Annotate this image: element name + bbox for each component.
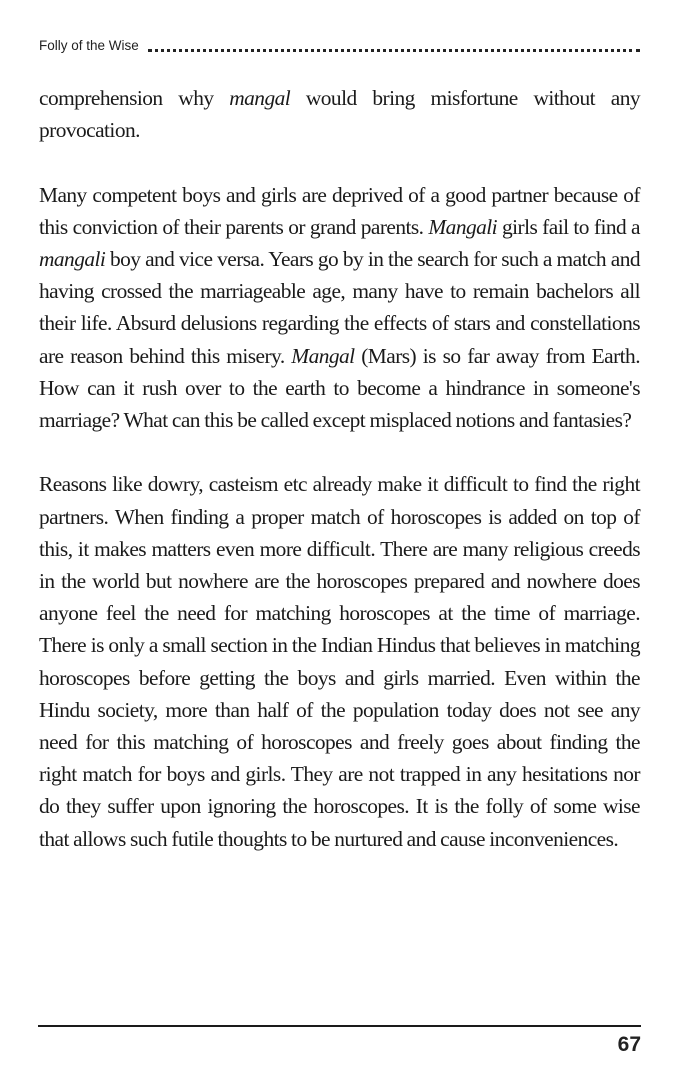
- running-header: [39, 36, 640, 54]
- running-title: Folly of the Wise: [39, 38, 139, 53]
- text-run: Reasons like dowry, casteism etc already make it difficult to find the right partners. When finding a proper match of horoscopes is added on top of this, it makes matters even more difficult. There are many religious creeds in the world but nowhere are the horoscopes prepared and nowhere does anyone feel the need for matching horoscopes at the time of marriage. There is only a small section in the Indian Hindus that believes in matching horoscopes before getting the boys and girls married. Even within the Hindu society, more than half of the population today does not see any need for this matching of horoscopes and freely goes about finding the right match for boys and girls. They are not trapped in any hesitations nor do they suffer upon ignoring the horoscopes. It is the folly of some wise that allows such futile thoughts to be nurtured and cause inconveniences.: [39, 472, 640, 851]
- text-run: boy and vice versa. Years go by in the search for such a match and having crossed the marriageable age, many have to remain bachelors all their life. Absurd delusions regarding the effects of stars and constellations are reason behind this misery.: [39, 247, 640, 368]
- text-run: would bring misfortune without any provocation.: [39, 86, 640, 143]
- italic-term: mangal: [229, 86, 291, 110]
- body-text: [39, 82, 640, 887]
- text-run: girls fail to find a: [497, 214, 641, 239]
- text-run: comprehension why: [39, 86, 230, 110]
- text-run: Many competent boys and girls are deprived of a good partner because of this conviction of their parents or grand parents.: [39, 182, 640, 239]
- italic-term: Mangali: [428, 214, 498, 239]
- text-run: (Mars) is so far away from Earth. How can it rush over to the earth to become a hindrance in someone's marriage? What can this be called except misplaced notions and fantasies?: [39, 343, 640, 433]
- dotted-leader: [148, 49, 640, 52]
- paragraph: [39, 179, 640, 437]
- italic-term: Mangal: [291, 343, 355, 368]
- paragraph: [39, 468, 640, 854]
- paragraph: [39, 82, 640, 146]
- page-number: 67: [617, 1033, 641, 1056]
- italic-term: mangali: [39, 247, 106, 271]
- footer-rule: [38, 1025, 641, 1027]
